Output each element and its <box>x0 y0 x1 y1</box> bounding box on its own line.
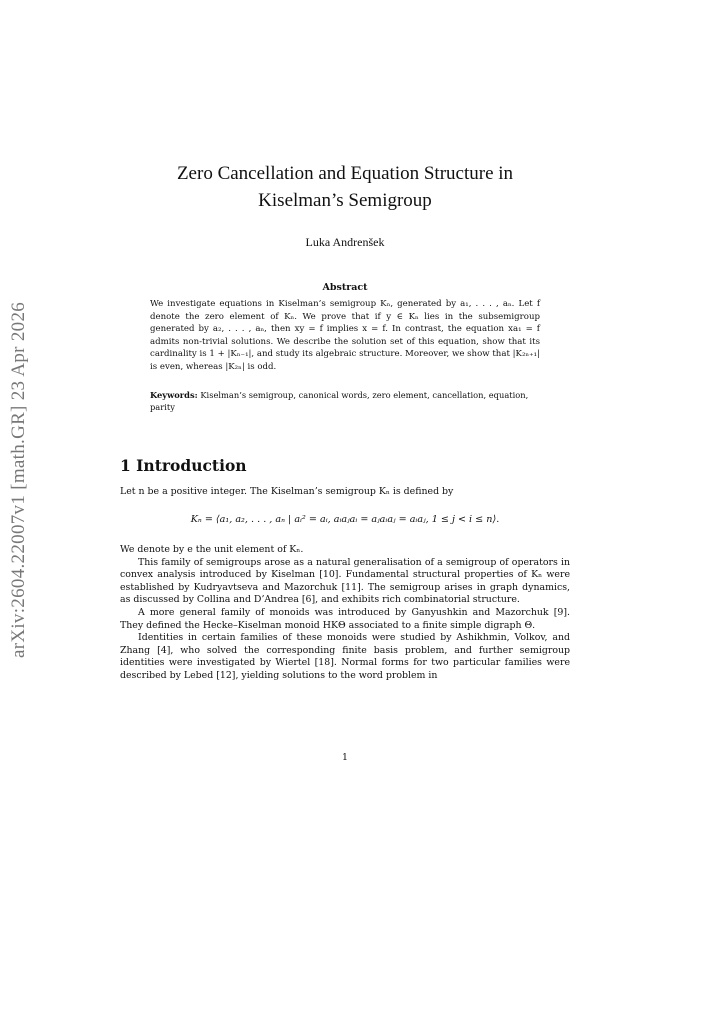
paper-title <box>120 160 570 214</box>
abstract-text: We investigate equations in Kiselman’s semigroup Kₙ, generated by a₁, . . . , aₙ. Let f denote the zero element of Kₙ. We prove that if y ∈ Kₙ lies in the subsemigroup generated by a₂, . . . , aₙ, then xy = f implies x = f. In contrast, the equation xa₁ = f admits non-trivial solutions. We describe the solution set of this equation, show that its cardinality is 1 + |Kₙ₋₁|, and study its algebraic structure. Moreover, we show that |K₂ₙ₊₁| is even, whereas |K₂ₙ| is odd. <box>150 299 540 372</box>
title-line-1: Zero Cancellation and Equation Structure in <box>176 163 514 184</box>
page-number: 1 <box>342 752 348 763</box>
intro-paragraph-4: A more general family of monoids was introduced by Ganyushkin and Mazorchuk [9]. They defined the Hecke–Kiselman monoid HKΘ associated to a finite simple digraph Θ. <box>120 606 570 631</box>
keywords-text: Kiselman’s semigroup, canonical words, zero element, cancellation, equation, parity <box>150 390 529 412</box>
section-heading: 1 Introduction <box>120 456 247 475</box>
abstract-heading: Abstract <box>322 282 368 293</box>
intro-paragraph-5: Identities in certain families of these monoids were studied by Ashikhmin, Volkov, and Zhang [4], who solved the corresponding finite basis problem, and further semigroup identities were investigated by Wiertel [18]. Normal forms for two particular families were described by Lebed [12], yielding solutions to the word problem in <box>120 632 570 681</box>
keywords <box>150 389 540 413</box>
intro-paragraph-3: This family of semigroups arose as a natural generalisation of a semigroup of operators in convex analysis introduced by Kiselman [10]. Fundamental structural properties of Kₙ were established by Kudryavtseva and Mazorchuk [11]. The semigroup arises in graph dynamics, as discussed by Collina and D’Andrea [6], and exhibits rich combinatorial structure. <box>120 556 570 606</box>
intro-line: Let n be a positive integer. The Kiselman’s semigroup Kₙ is defined by <box>120 486 454 497</box>
title-line-2: Kiselman’s Semigroup <box>258 190 432 211</box>
definition-equation: Kₙ = ⟨a₁, a₂, . . . , aₙ | aᵢ² = aᵢ, aᵢaⱼaᵢ = aⱼaᵢaⱼ = aᵢaⱼ, 1 ≤ j < i ≤ n⟩. <box>190 514 500 525</box>
author-name: Luka Andrenšek <box>305 235 385 249</box>
arxiv-identifier: arXiv:2604.22007v1 [math.GR] 23 Apr 2026 <box>8 301 29 659</box>
intro-paragraph-2: We denote by e the unit element of Kₙ. <box>120 544 304 555</box>
intro-paragraph-1 <box>120 486 570 499</box>
intro-body <box>120 544 570 683</box>
keywords-label: Keywords: <box>150 390 198 400</box>
